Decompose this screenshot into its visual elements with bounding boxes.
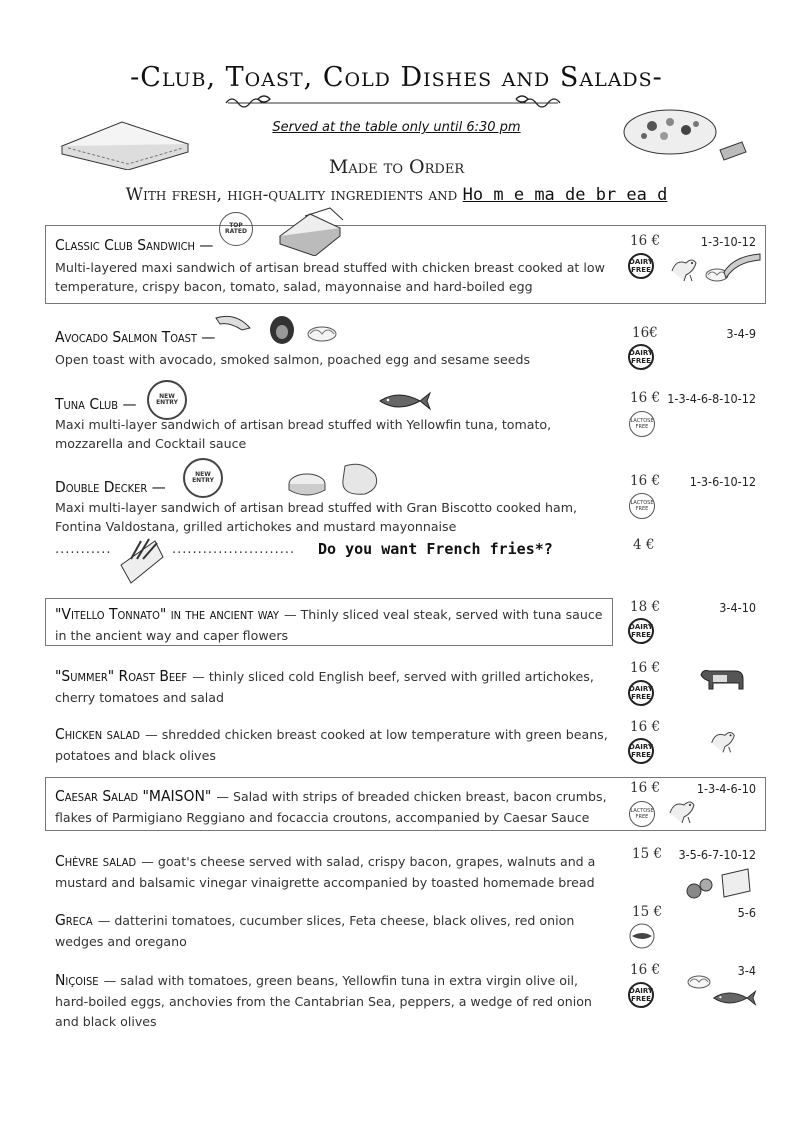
item-allergens-classic-club: 1-3-10-12 (700, 234, 756, 249)
ornament-divider (218, 93, 568, 113)
made-to-order-heading: Made to Order (328, 156, 465, 178)
item-desc-greca: — datterini tomatoes, cucumber slices, Feta cheese, black olives, red onion wedges and oregano (55, 913, 575, 949)
bacon-icon (722, 250, 762, 280)
item-price-chicken-salad: 16 € (630, 719, 661, 735)
item-desc-vitello-tonnato: — Thinly sliced veal steak, served with tuna sauce in the ancient way and caper flowers (55, 607, 603, 643)
item-allergens-chevre: 3-5-6-7-10-12 (678, 847, 756, 862)
homemade-bread-text: Ho m e ma de br ea d (462, 185, 668, 205)
dairy-free-icon: DAIRY FREE (628, 738, 654, 764)
item-allergens-greca: 5-6 (737, 905, 756, 920)
item-allergens-double-decker: 1-3-6-10-12 (689, 474, 756, 489)
item-caesar-text (55, 786, 615, 827)
chicken-icon (666, 255, 702, 283)
fresh-ingredients-text: With fresh, high-quality ingredients and (125, 185, 463, 205)
item-desc-chevre: — goat's cheese served with salad, crispy bacon, grapes, walnuts and a mustard and balsamic vinegar vinaigrette accompanied by toasted homemade bread (55, 854, 596, 890)
lactose-free-icon: LACTOSE FREE (629, 801, 655, 827)
item-nicoise-text (55, 970, 615, 1032)
item-price-classic-club: 16 € (630, 233, 661, 249)
chicken-icon (706, 727, 740, 755)
item-name-vitello-tonnato: "Vitello Tonnato" in the ancient way (55, 605, 279, 623)
item-desc-double-decker: Maxi multi-layer sandwich of artisan bread stuffed with Gran Biscotto cooked ham, Fontina Valdostana, grilled artichokes and mustard mayonnaise (55, 500, 577, 534)
leader-dots-right: ........................ (172, 542, 296, 557)
fries-price: 4 € (633, 537, 655, 553)
leader-dots-left: ........... (55, 542, 112, 557)
lactose-free-icon: LACTOSE FREE (629, 411, 655, 437)
item-price-vitello-tonnato: 18 € (630, 599, 661, 615)
item-desc-avocado-salmon: Open toast with avocado, smoked salmon, poached egg and sesame seeds (55, 352, 531, 367)
dairy-free-icon: DAIRY FREE (628, 982, 654, 1008)
french-fries-question: Do you want French fries*? (318, 540, 553, 558)
item-name-tuna-club: Tuna Club — (55, 395, 137, 413)
item-price-chevre: 15 € (632, 846, 663, 862)
item-name-caesar: Caesar Salad "MAISON" (55, 787, 212, 805)
tuna-fish-icon (378, 390, 433, 412)
ham-cheese-icons (285, 460, 385, 500)
item-desc-nicoise: — salad with tomatoes, green beans, Yellowfin tuna in extra virgin olive oil, hard-boiled eggs, anchovies from the Cantabrian Sea, peppers, a wedge of red onion and black olives (55, 973, 592, 1029)
item-price-avocado-salmon: 16€ (632, 325, 658, 341)
top-rated-icon: TOP RATED (219, 212, 253, 246)
item-roast-beef-text (55, 666, 615, 707)
item-price-tuna-club: 16 € (630, 390, 661, 406)
beef-cow-icon (695, 665, 745, 697)
served-until-note: Served at the table only until 6:30 pm (272, 120, 521, 135)
item-price-nicoise: 16 € (630, 962, 661, 978)
item-name-classic-club: Classic Club Sandwich — (55, 236, 214, 254)
item-desc-tuna-club: Maxi multi-layer sandwich of artisan bread stuffed with Yellowfin tuna, tomato, mozzarella and Cocktail sauce (55, 417, 552, 451)
item-name-greca: Greca (55, 911, 93, 929)
salmon-avocado-icons (212, 310, 347, 350)
item-price-roast-beef: 16 € (630, 660, 661, 676)
fresh-ingredients-line (0, 185, 793, 205)
dairy-free-icon: DAIRY FREE (628, 344, 654, 370)
dairy-free-icon: DAIRY FREE (628, 618, 654, 644)
item-name-double-decker: Double Decker — (55, 478, 166, 496)
item-name-roast-beef: "Summer" Roast Beef (55, 667, 188, 685)
item-desc-roast-beef: — thinly sliced cold English beef, served with grilled artichokes, cherry tomatoes and salad (55, 669, 594, 705)
vegetarian-icon (628, 922, 656, 950)
item-chicken-salad-text (55, 724, 615, 765)
item-desc-caesar: — Salad with strips of breaded chicken breast, bacon crumbs, flakes of Parmigiano Reggiano and focaccia croutons, accompanied by Caesar Sauce (55, 789, 607, 825)
item-allergens-avocado-salmon: 3-4-9 (726, 326, 756, 341)
tuna-fish-icon (712, 988, 758, 1008)
item-name-chevre: Chèvre salad (55, 852, 137, 870)
club-sandwich-icon (275, 206, 345, 256)
goat-cheese-icons (684, 863, 754, 903)
item-price-greca: 15 € (632, 904, 663, 920)
dairy-free-icon: DAIRY FREE (628, 680, 654, 706)
egg-icon (686, 970, 712, 990)
item-desc-classic-club: Multi-layered maxi sandwich of artisan bread stuffed with chicken breast cooked at low temperature, crispy bacon, tomato, salad, mayonnaise and hard-boiled egg (55, 260, 605, 294)
page-title: -Club, Toast, Cold Dishes and Salads- (130, 62, 663, 93)
item-allergens-caesar: 1-3-4-6-10 (696, 781, 756, 796)
new-entry-icon: NEW ENTRY (183, 458, 223, 498)
item-greca-text (55, 910, 615, 951)
french-fries-icon (115, 535, 167, 587)
item-allergens-tuna-club: 1-3-4-6-8-10-12 (667, 391, 756, 406)
item-vitello-tonnato-text (55, 604, 610, 645)
item-allergens-nicoise: 3-4 (737, 963, 756, 978)
item-chevre-text (55, 851, 615, 892)
item-allergens-vitello-tonnato: 3-4-10 (719, 600, 756, 615)
item-name-nicoise: Niçoise (55, 971, 99, 989)
dairy-free-icon: DAIRY FREE (628, 253, 654, 279)
item-price-caesar: 16 € (630, 780, 661, 796)
chicken-icon (664, 796, 700, 826)
item-desc-chicken-salad: — shredded chicken breast cooked at low temperature with green beans, potatoes and black olives (55, 727, 608, 763)
new-entry-icon: NEW ENTRY (147, 380, 187, 420)
item-name-chicken-salad: Chicken salad (55, 725, 140, 743)
item-price-double-decker: 16 € (630, 473, 661, 489)
item-name-avocado-salmon: Avocado Salmon Toast — (55, 328, 216, 346)
lactose-free-icon: LACTOSE FREE (629, 493, 655, 519)
